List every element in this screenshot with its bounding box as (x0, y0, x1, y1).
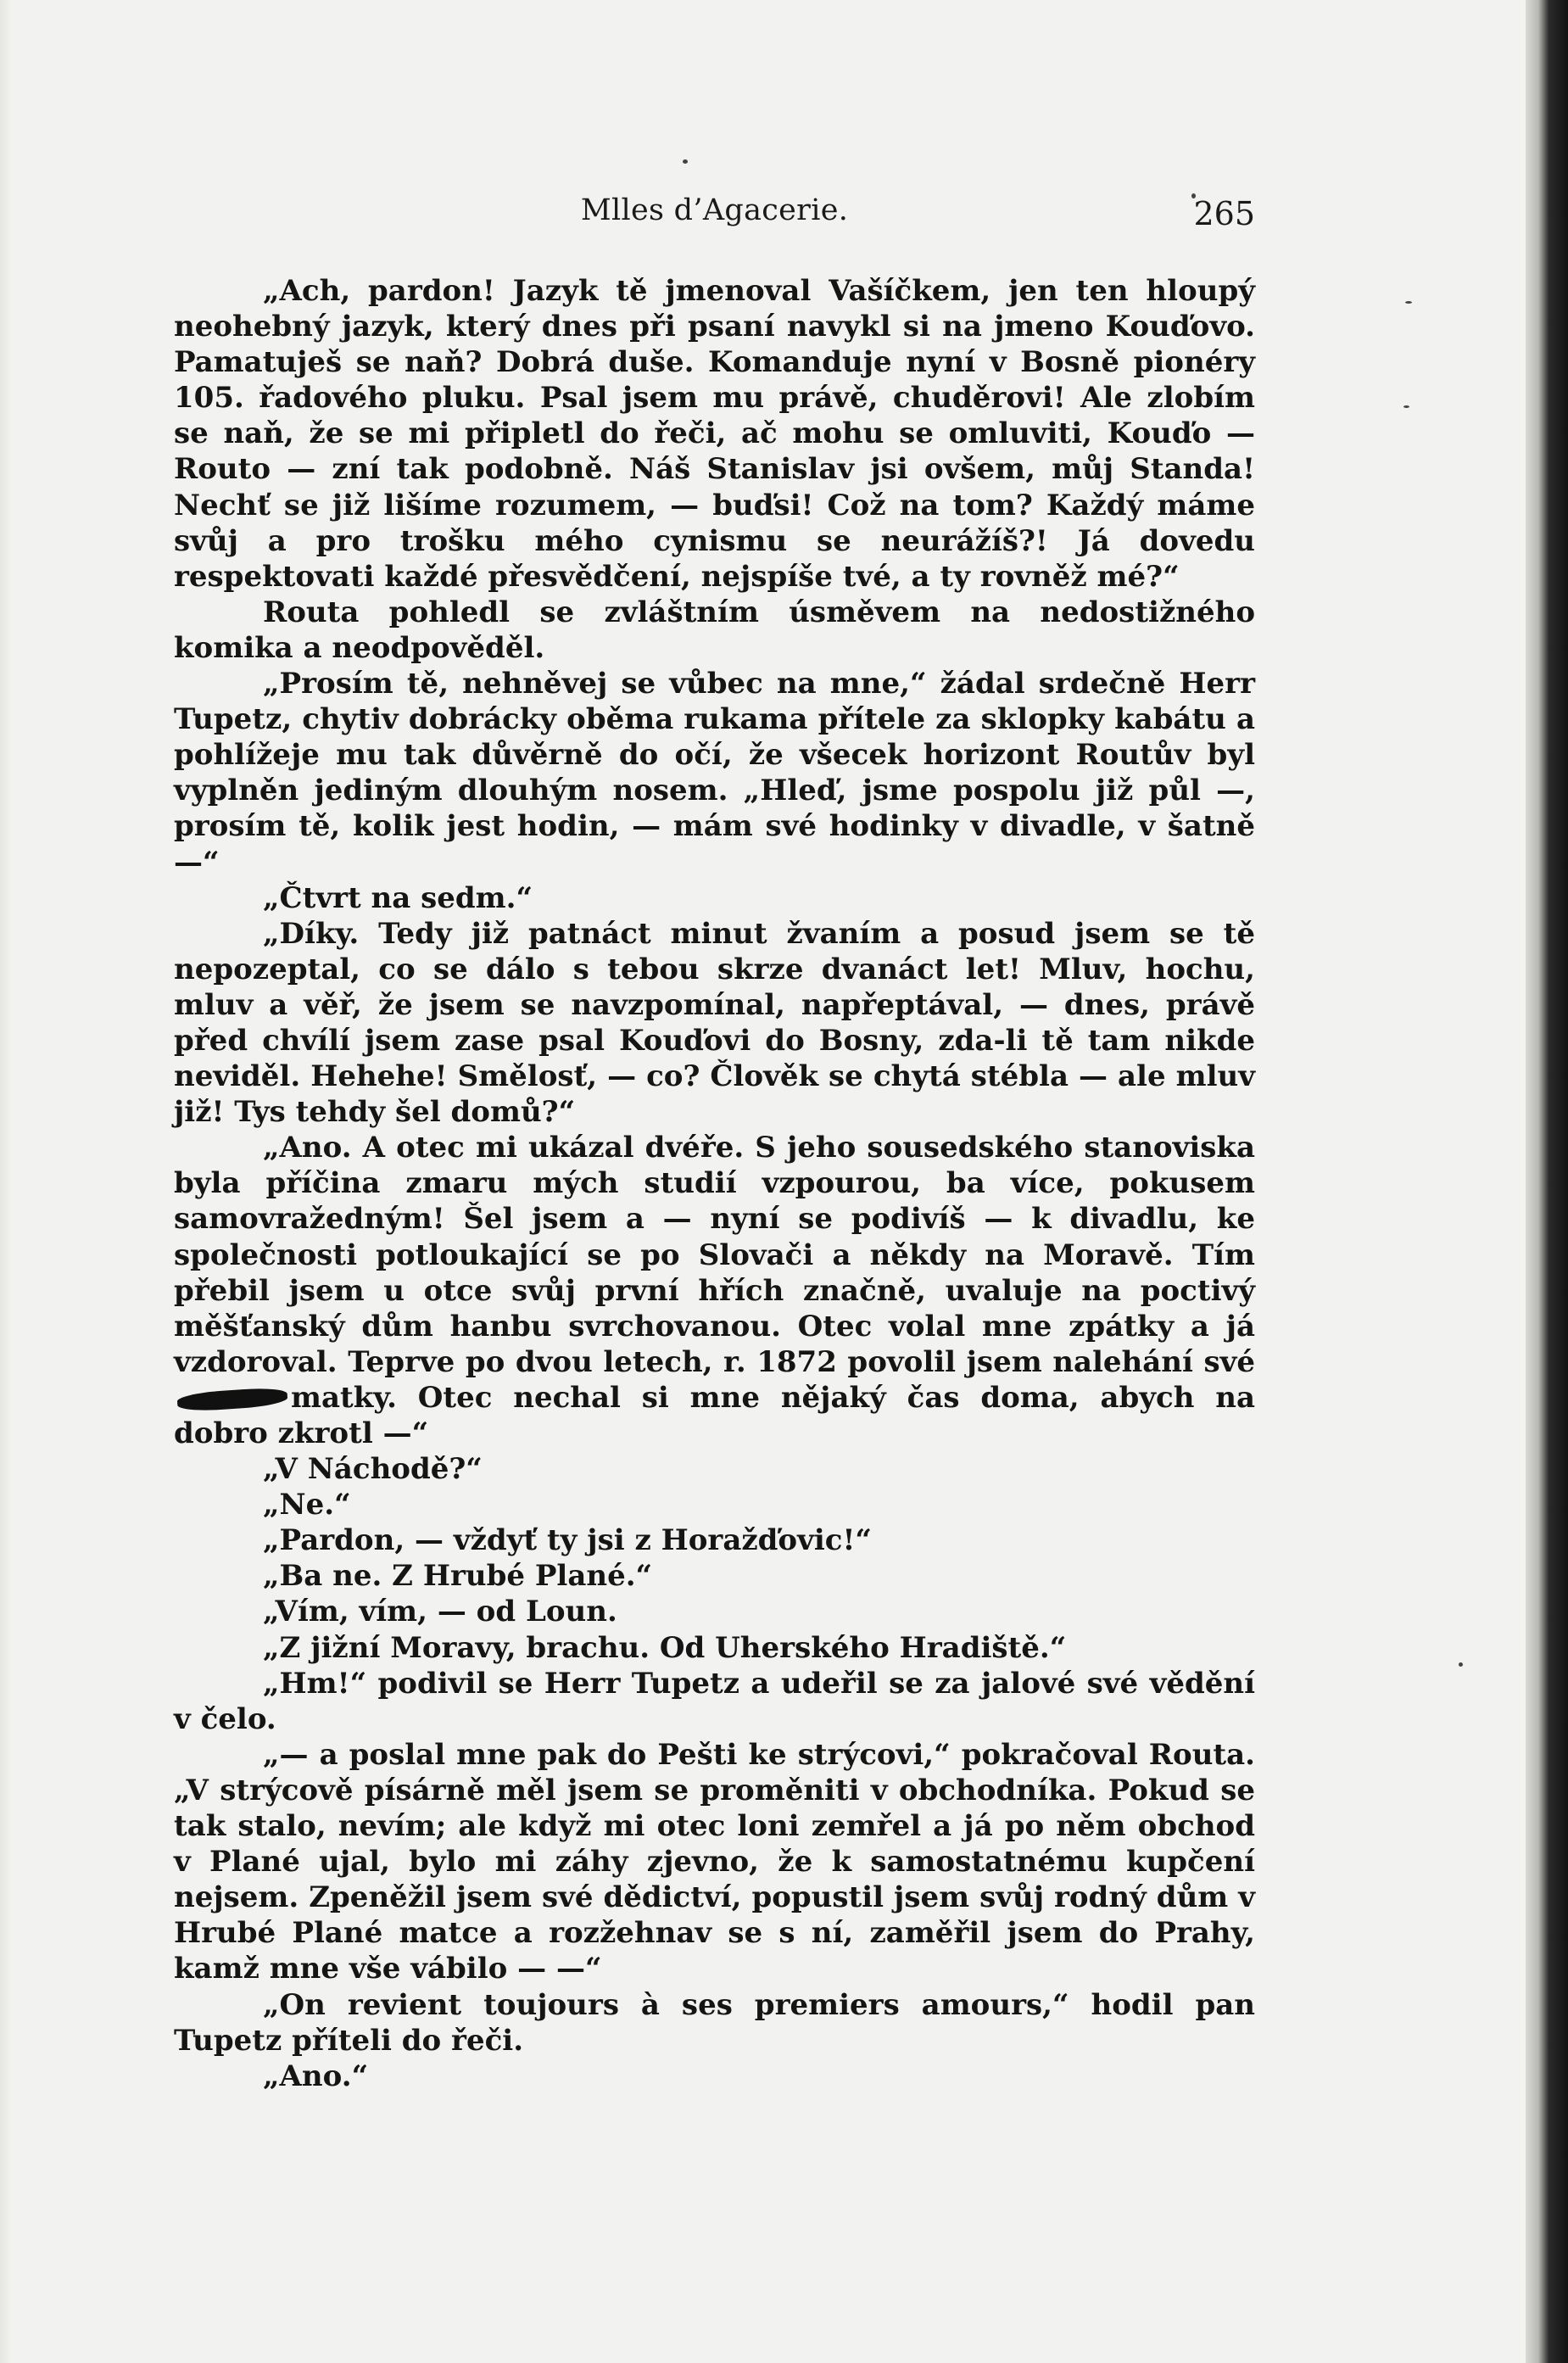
paragraph: „Čtvrt na sedm.“ (263, 880, 533, 915)
paragraph: „Prosím tě, nehněvej se vůbec na mne,“ žádal srdečně Herr Tupetz, chytiv dobrácky oběma rukama přítele za sklopky kabátu a pohlížeje mu tak důvěrně do očí, že všecek horizont Routův byl vyplněn jediným dlouhým nosem. „Hleď, jsme pospolu již půl —, prosím tě, kolik jest hodin, — mám své hodinky v divadle, v šatně —“ (174, 667, 1255, 880)
ink-blot (176, 1386, 287, 1412)
paragraph: „Díky. Tedy již patnáct minut žvaním a posud jsem se tě nepozeptal, co se dálo s tebou skrze dvanáct let! Mluv, hochu, mluv a věř, že jsem se navzpomínal, napřeptával, — dnes, právě před chvílí jsem zase psal Kouďovi do Bosny, zda-li tě tam nikde neviděl. Hehehe! Smělosť, — co? Člověk se chytá stébla — ale mluv již! Tys tehdy šel domů?“ (174, 916, 1255, 1130)
body-text (174, 273, 1255, 2094)
scan-speck (683, 159, 688, 164)
book-binding-edge (1526, 0, 1568, 2363)
paragraph: Routa pohledl se zvláštním úsměvem na nedostižného komika a neodpověděl. (174, 595, 1255, 665)
running-title: Mlles d’Agacerie. (580, 193, 849, 227)
paragraph: „On revient toujours à ses premiers amours,“ hodil pan Tupetz příteli do řeči. (174, 1987, 1255, 2058)
paragraph: „Z jižní Moravy, brachu. Od Uherského Hradiště.“ (263, 1630, 1067, 1665)
paragraph: „Ano.“ (263, 2059, 369, 2093)
paragraph: „V Náchodě?“ (263, 1452, 483, 1487)
scan-speck (1405, 301, 1412, 304)
paragraph-part: matky. Otec nechal si mne nějaký čas doma, abych na dobro zkrotl —“ (174, 1380, 1255, 1450)
paragraph: „Ne.“ (263, 1488, 351, 1522)
paragraph-with-blot (174, 1130, 1255, 1451)
paragraph: „Pardon, — vždyť ty jsi z Horažďovic!“ (263, 1523, 872, 1558)
paragraph: „Ach, pardon! Jazyk tě jmenoval Vašíčkem, jen ten hloupý neohebný jazyk, který dnes při psaní navykl si na jmeno Kouďovo. Pamatuješ se naň? Dobrá duše. Komanduje nyní v Bosně pionéry 105. řadového pluku. Psal jsem mu právě, chuděrovi! Ale zlobím se naň, že se mi připletl do řeči, ač mohu se omluviti, Kouďo — Routo — zní tak podobně. Náš Stanislav jsi ovšem, můj Standa! Nechť se již lišíme rozumem, — buďsi! Což na tom? Každý máme svůj a pro trošku mého cynismu se neurážíš?! Já dovedu respektovati každé přesvědčení, nejspíše tvé, a ty rovněž mé?“ (174, 274, 1255, 594)
paragraph: „Vím, vím, — od Loun. (263, 1595, 617, 1629)
paragraph-part: „Ano. A otec mi ukázal dvéře. S jeho sousedského stanoviska byla příčina zmaru mých studií vzpourou, ba více, pokusem samovražedným! Šel jsem a — nyní se podivíš — k divadlu, ke společnosti potloukající se po Slovači a někdy na Moravě. Tím přebil jsem u otce svůj první hřích značně, uvaluje na poctivý měšťanský dům hanbu svrchovanou. Otec volal mne zpátky a já vzdoroval. Teprve po dvou letech, r. 1872 povolil jsem nalehání své (174, 1131, 1255, 1379)
scan-speck (1459, 1662, 1463, 1667)
page-left-edge (0, 0, 12, 2363)
paragraph: „Hm!“ podivil se Herr Tupetz a udeřil se za jalové své vědění v čelo. (174, 1666, 1255, 1736)
paragraph: „— a poslal mne pak do Pešti ke strýcovi,“ pokračoval Routa. „V strýcově písárně měl jsem se proměniti v obchodníka. Pokud se tak stalo, nevím; ale když mi otec loni zemřel a já po něm obchod v Plané ujal, bylo mi záhy zjevno, že k samostatnému kupčení nejsem. Zpeněžil jsem své dědictví, popustil jsem svůj rodný dům v Hrubé Plané matce a rozžehnav se s ní, zaměřil jsem do Prahy, kamž mne vše vábilo — —“ (174, 1737, 1255, 1986)
scan-speck (1403, 405, 1409, 408)
paragraph: „Ba ne. Z Hrubé Plané.“ (263, 1559, 653, 1594)
page-number: 265 (1193, 195, 1255, 232)
page-header (174, 193, 1255, 236)
